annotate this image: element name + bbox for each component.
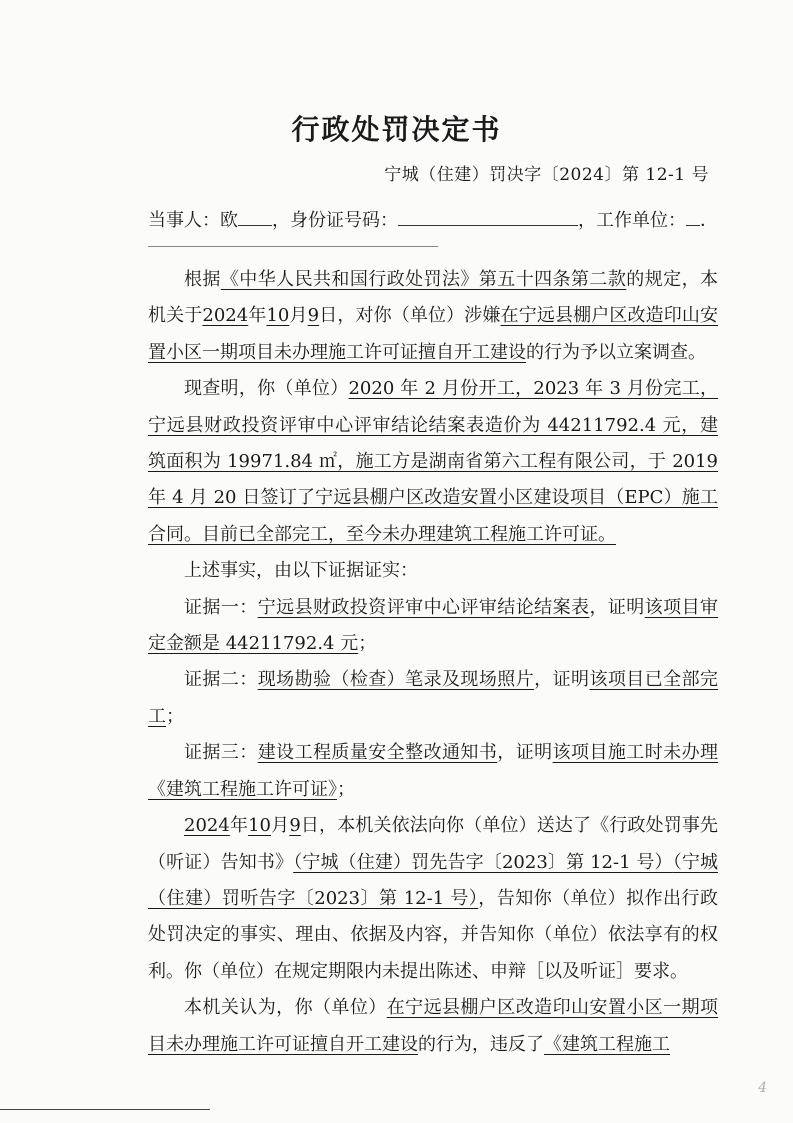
notice-number-2: （宁城（住建）罚听告字〔2023〕第 12-1 号） [148, 851, 718, 909]
work-label: ，工作单位： [578, 210, 686, 231]
document-body [148, 262, 718, 1063]
evidence-item: 证据一：宁远县财政投资评审中心评审结论结案表，证明该项目审定金额是 44211792.4 元； [148, 596, 719, 655]
facts-text: 2020 年 2 月份开工，2023 年 3 月份完工，宁远县财政投资评审中心评审结论结案表造价为 44211792.4 元，建筑面积为 19971.84 ㎡，施工方是湖南省第六工程有限公司，于 2019 年 4 月 20 日签订了宁远县棚户区改造安置小区建设项目（EPC）施工合同。目前已全部完工，至今未办理建筑工程施工许可证。 [148, 378, 719, 545]
paragraph-evidence-intro: 上述事实，由以下证据证实： [184, 560, 418, 582]
redacted-line [148, 246, 438, 247]
evidence-item: 证据三：建设工程质量安全整改通知书，证明该项目施工时未办理《建筑工程施工许可证》； [148, 742, 719, 800]
document-number: 宁城（住建）罚决字〔2024〕第 12-1 号 [384, 165, 709, 185]
document-title: 行政处罚决定书 [291, 113, 502, 146]
id-label: ，身份证号码： [272, 210, 398, 231]
page-mark: 4 [758, 1080, 767, 1096]
paragraph-notice: 2024年10月9日，本机关依法向你（单位）送达了《行政处罚事先（听证）告知书》（宁城（住建）罚先告字〔2023〕第 12-1 号）（宁城（住建）罚听告字〔2023〕第 12-1 号），告知你（单位）拟作出行政处罚决定的事实、理由、依据及内容，并告知你（单位）依法享有的权利。你（单位）在规定期限内未提出陈述、申辩［以及听证］要求。 [148, 815, 719, 982]
party-line [148, 204, 728, 238]
paragraph-facts: 现查明，你（单位）2020 年 2 月份开工，2023 年 3 月份完工，宁远县财政投资评审中心评审结论结案表造价为 44211792.4 元，建筑面积为 19971.84 ㎡，施工方是湖南省第六工程有限公司，于 2019 年 4 月 20 日签订了宁远县棚户区改造安置小区建设项目（EPC）施工合同。目前已全部完工，至今未办理建筑工程施工许可证。 [148, 378, 719, 545]
paragraph-basis: 根据《中华人民共和国行政处罚法》第五十四条第二款的规定，本机关于2024年10月9日，对你（单位）涉嫌在宁远县棚户区改造印山安置小区一期项目未办理施工许可证擅自开工建设的行为予以立案调查。 [148, 269, 719, 363]
evidence-item: 证据二：现场勘验（检查）笔录及现场照片，证明该项目已全部完工； [148, 669, 719, 727]
party-label: 当事人： [148, 210, 220, 231]
case-description: 在宁远县棚户区改造印山安置小区一期项目未办理施工许可证擅自开工建设 [148, 305, 719, 363]
redacted-work [686, 224, 700, 226]
paragraph-conclusion: 本机关认为，你（单位）在宁远县棚户区改造印山安置小区一期项目未办理施工许可证擅自开工建设的行为，违反了《建筑工程施工 [148, 997, 719, 1055]
redacted-id [398, 224, 578, 226]
redacted-name [238, 224, 272, 226]
law-reference: 《中华人民共和国行政处罚法》第五十四条第二款 [220, 269, 627, 290]
footer-rule [0, 1109, 210, 1110]
party-name: 欧 [220, 210, 238, 231]
notice-number-1: （宁城（住建）罚先告字〔2023〕第 12-1 号） [293, 851, 673, 873]
party-tail: ． [700, 210, 718, 231]
